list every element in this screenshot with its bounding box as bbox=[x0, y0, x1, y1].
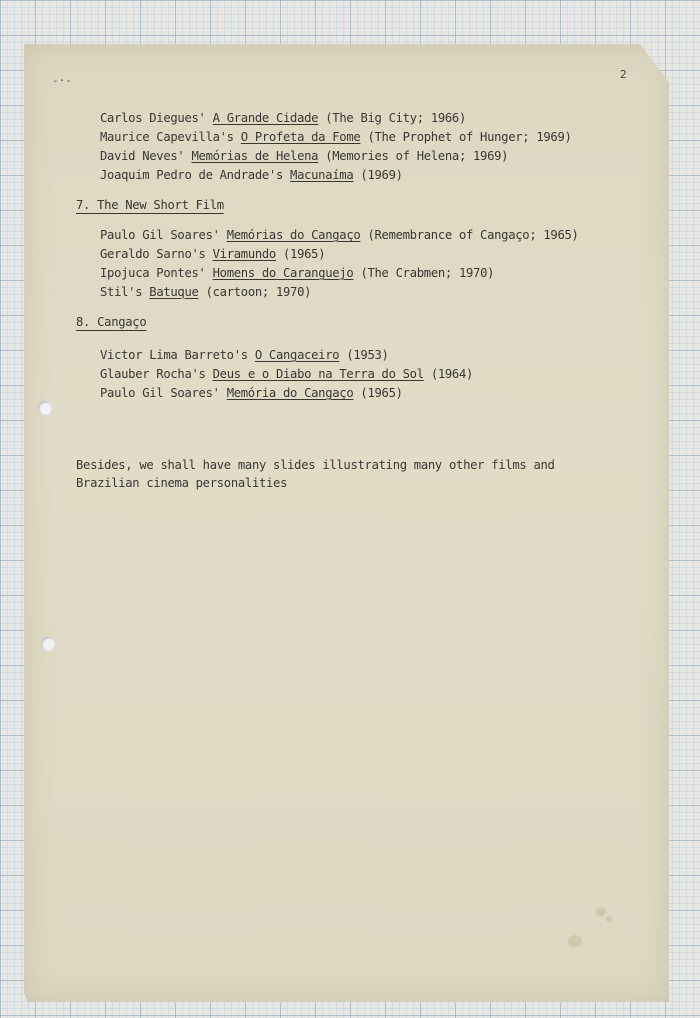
closing-line-2: Brazilian cinema personalities bbox=[76, 476, 288, 490]
punch-hole-top bbox=[38, 401, 52, 415]
film-line: Victor Lima Barreto's O Cangaceiro (1953) bbox=[100, 348, 389, 362]
paper-stain bbox=[606, 916, 612, 922]
film-line: Geraldo Sarno's Viramundo (1965) bbox=[100, 247, 326, 261]
punch-hole-bottom bbox=[41, 637, 55, 651]
film-line: Paulo Gil Soares' Memória do Cangaço (1965) bbox=[100, 386, 403, 400]
film-line: Stil's Batuque (cartoon; 1970) bbox=[100, 285, 312, 299]
film-line: Glauber Rocha's Deus e o Diabo na Terra do Sol (1964) bbox=[100, 367, 474, 381]
film-line: Joaquim Pedro de Andrade's Macunaíma (1969) bbox=[100, 168, 403, 182]
section-heading: 8. Cangaço bbox=[76, 315, 147, 329]
film-line: Paulo Gil Soares' Memórias do Cangaço (Remembrance of Cangaço; 1965) bbox=[100, 228, 579, 242]
film-line: David Neves' Memórias de Helena (Memories of Helena; 1969) bbox=[100, 149, 509, 163]
page-number: 2 bbox=[620, 68, 627, 81]
film-line: Carlos Diegues' A Grande Cidade (The Big City; 1966) bbox=[100, 111, 467, 125]
typewritten-page bbox=[24, 44, 669, 1002]
film-line: Ipojuca Pontes' Homens do Caranguejo (The Crabmen; 1970) bbox=[100, 266, 495, 280]
corner-mark: -·- bbox=[52, 74, 72, 87]
paper-stain bbox=[596, 908, 606, 916]
section-heading: 7. The New Short Film bbox=[76, 198, 224, 212]
film-line: Maurice Capevilla's O Profeta da Fome (The Prophet of Hunger; 1969) bbox=[100, 130, 572, 144]
closing-line-1: Besides, we shall have many slides illustrating many other films and bbox=[76, 458, 555, 472]
paper-stain bbox=[568, 935, 582, 947]
